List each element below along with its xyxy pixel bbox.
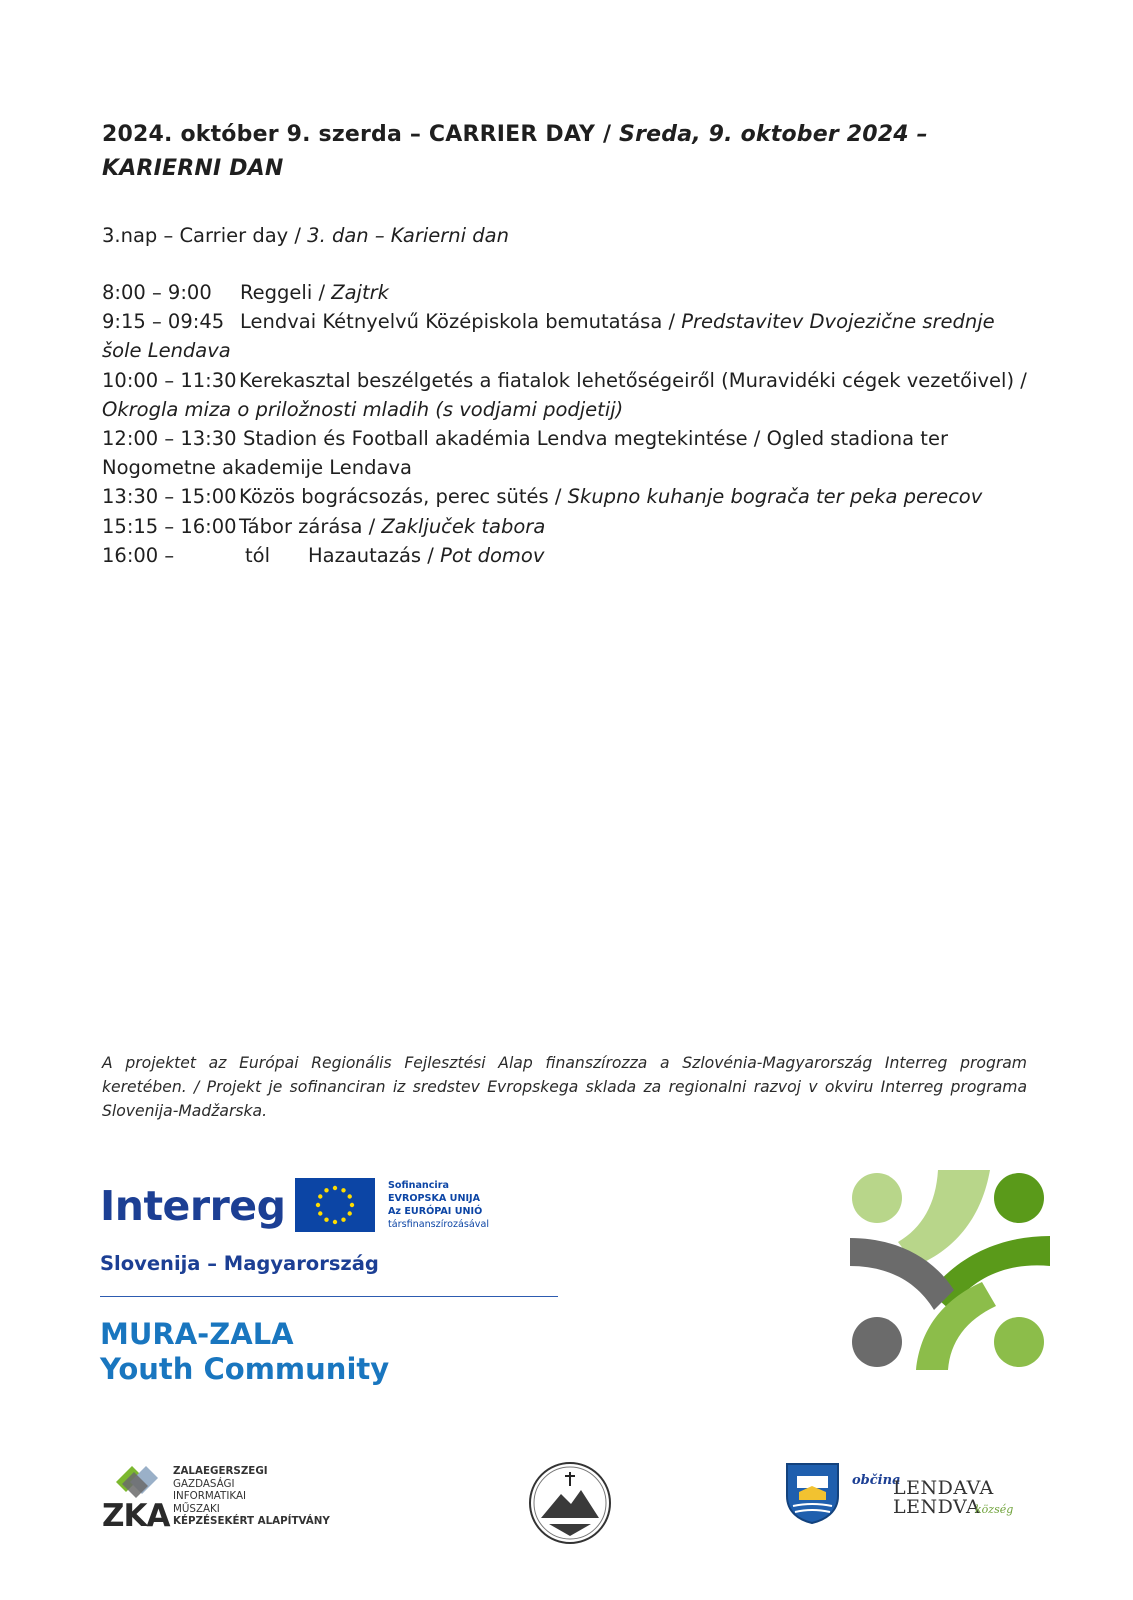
eu-star [341, 1218, 345, 1222]
schedule-time: 9:15 – 09:45 [102, 310, 225, 334]
zka-foundation-name [173, 1465, 330, 1528]
lendava-kozseg: község [975, 1503, 1014, 1516]
programme-region: Slovenija – Magyarország [100, 1252, 379, 1275]
interreg-logo: Interreg [100, 1182, 286, 1230]
zka-line: ZALAEGERSZEGI [173, 1465, 268, 1477]
activity-hungarian: Lendvai Kétnyelvű Középiskola bemutatása / [240, 310, 676, 334]
project-name-line2: Youth Community [100, 1352, 390, 1386]
day-subtitle [102, 222, 509, 250]
eu-star [348, 1194, 352, 1198]
schedule-item [102, 512, 1032, 541]
activity-slovenian: Zajtrk [331, 281, 389, 304]
activity-slovenian: Predstavitev Dvojezične srednje šole Lendava [102, 310, 995, 363]
zka-wordmark: ZKA [102, 1498, 170, 1534]
lendava-name-hu: LENDVA [893, 1496, 981, 1518]
eu-star [348, 1211, 352, 1215]
schedule-item [102, 482, 1032, 511]
eu-star [341, 1188, 345, 1192]
subtitle-slovenian: 3. dan – Karierni dan [307, 224, 509, 247]
zka-line: MŰSZAKI [173, 1502, 220, 1515]
activity-slovenian: Ogled stadiona ter Nogometne akademije Lendava [102, 427, 948, 480]
schedule-time: 13:30 – 15:00 [102, 485, 237, 509]
eu-star [333, 1220, 337, 1224]
lendava-obcina: občina [852, 1473, 901, 1488]
schedule-time: 16:00 – [102, 543, 175, 567]
eu-line: Sofinancira [388, 1180, 449, 1191]
youth-community-logo-icon [850, 1170, 1050, 1370]
activity-hungarian: Közös bográcsozás, perec sütés / [239, 485, 562, 509]
eu-line: társfinanszírozásával [388, 1219, 489, 1230]
title-hungarian: 2024. október 9. szerda – CARRIER DAY / [102, 122, 612, 147]
page-title [102, 118, 1032, 186]
eu-star [318, 1194, 322, 1198]
zka-line: GAZDASÁGI [173, 1477, 235, 1490]
activity-slovenian: Skupno kuhanje bograča ter peka perecov [567, 485, 983, 509]
funding-note: A projektet az Európai Regionális Fejlesztési Alap finanszírozza a Szlovénia-Magyarország Interreg program keretében. / Projekt je sofinanciran iz sredstev Evropskega sklada za regionalni razvoj v okviru Interreg programa Slovenija-Madžarska. [102, 1054, 1027, 1120]
title-slovenian: Sreda, 9. oktober 2024 – KARIERNI DAN [102, 122, 928, 181]
schedule-item [102, 278, 1032, 307]
activity-hungarian: Kerekasztal beszélgetés a fiatalok lehetőségeiről (Muravidéki cégek vezetőivel) / [239, 368, 1027, 392]
divider [100, 1296, 558, 1297]
activity-hungarian: Tábor zárása / [239, 514, 376, 538]
eu-star [324, 1188, 328, 1192]
eu-flag-icon [295, 1178, 375, 1232]
pmnk-seal-icon [527, 1460, 613, 1546]
schedule-time: 15:15 – 16:00 [102, 514, 237, 538]
zka-line: KÉPZÉSEKÉRT ALAPÍTVÁNY [173, 1515, 330, 1528]
project-name-line1: MURA-ZALA [100, 1317, 294, 1351]
schedule-time: 10:00 – 11:30 [102, 368, 237, 392]
eu-star [316, 1203, 320, 1207]
schedule-item [102, 424, 1032, 482]
eu-star [324, 1218, 328, 1222]
activity-slovenian: Zaključek tabora [381, 514, 546, 538]
activity-slovenian: Pot domov [440, 543, 545, 567]
eu-cofinancing-text [388, 1179, 489, 1231]
activity-hungarian: Stadion és Football akadémia Lendva megtekintése / [243, 427, 761, 451]
eu-star [350, 1203, 354, 1207]
zka-line: INFORMATIKAI [173, 1490, 247, 1503]
subtitle-hungarian: 3.nap – Carrier day / [102, 224, 301, 247]
schedule-list [102, 278, 1032, 570]
lendava-name-sl: LENDAVA [893, 1477, 994, 1499]
activity-hungarian: Hazautazás / [308, 543, 434, 567]
schedule-time: 8:00 – 9:00 [102, 281, 212, 304]
eu-line: Az EURÓPAI UNIÓ [388, 1206, 483, 1217]
schedule-item [102, 366, 1032, 424]
eu-line: EVROPSKA UNIJA [388, 1193, 481, 1204]
schedule-item [102, 307, 1032, 365]
schedule-from-suffix: tól [245, 543, 270, 567]
schedule-item [102, 541, 1032, 570]
activity-slovenian: Okrogla miza o priložnosti mladih (s vodjami podjetij) [102, 397, 624, 421]
eu-star [318, 1211, 322, 1215]
schedule-time: 12:00 – 13:30 [102, 427, 237, 451]
activity-hungarian: Reggeli / [240, 281, 326, 304]
lendava-crest-icon [785, 1462, 840, 1524]
eu-star [333, 1186, 337, 1190]
